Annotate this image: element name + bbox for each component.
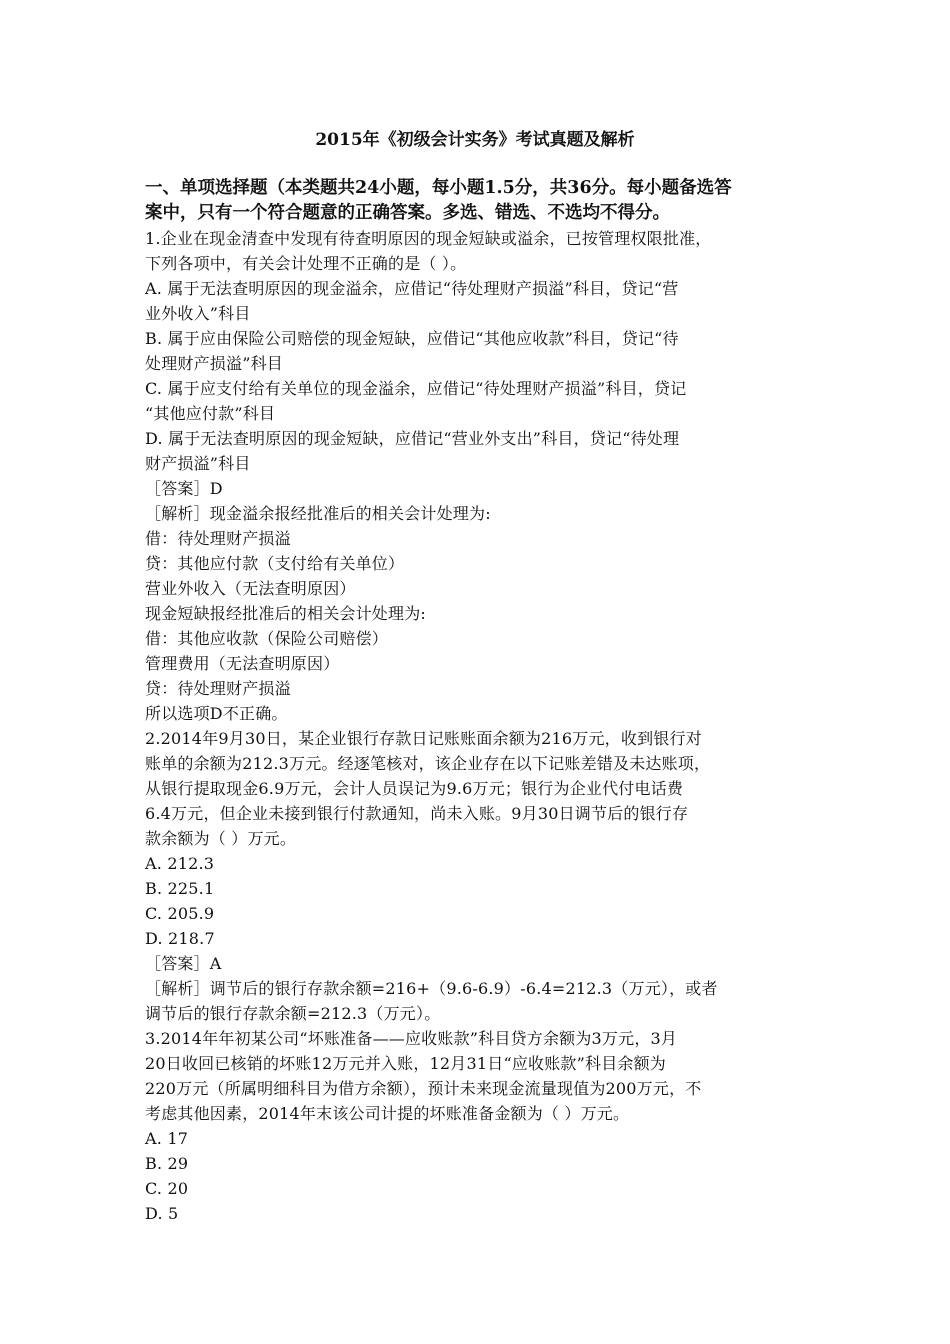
question-2-analysis: 调节后的银行存款余额=212.3（万元）。 [145, 1004, 441, 1023]
question-1-option-a: 业外收入”科目 [145, 304, 251, 323]
question-2-analysis: ［解析］调节后的银行存款余额=216+（9.6-6.9）-6.4=212.3（万元），或者 [145, 979, 718, 998]
question-1-analysis: 借：待处理财产损溢 [145, 529, 291, 548]
question-3-stem: 220万元（所属明细科目为借方余额），预计未来现金流量现值为200万元，不 [145, 1079, 702, 1098]
question-2-answer: ［答案］A [145, 954, 222, 973]
document-title: 2015年《初级会计实务》考试真题及解析 [315, 130, 635, 150]
question-1-answer: ［答案］D [145, 479, 223, 498]
question-2-option-d: D. 218.7 [145, 929, 215, 948]
question-3-stem: 3.2014年年初某公司“坏账准备——应收账款”科目贷方余额为3万元，3月 [145, 1029, 678, 1048]
section-heading-line: 案中，只有一个符合题意的正确答案。多选、错选、不选均不得分。 [145, 203, 670, 223]
question-2-option-c: C. 205.9 [145, 904, 215, 923]
question-1-analysis: 贷：其他应付款（支付给有关单位） [145, 554, 405, 573]
question-3-option-c: C. 20 [145, 1179, 189, 1198]
question-1-analysis: 管理费用（无法查明原因） [145, 654, 340, 673]
question-1-stem: 下列各项中，有关会计处理不正确的是（ ）。 [145, 254, 467, 273]
question-3-option-a: A. 17 [145, 1129, 189, 1148]
question-1-analysis: 所以选项D不正确。 [145, 704, 288, 723]
question-2-stem: 从银行提取现金6.9万元，会计人员误记为9.6万元；银行为企业代付电话费 [145, 779, 684, 798]
question-1-stem: 1.企业在现金清查中发现有待查明原因的现金短缺或溢余，已按管理权限批准， [145, 229, 712, 248]
question-1-option-b: B. 属于应由保险公司赔偿的现金短缺，应借记“其他应收款”科目，贷记“待 [145, 329, 679, 348]
question-1-option-b: 处理财产损溢”科目 [145, 354, 283, 373]
question-1-option-c: “其他应付款”科目 [145, 404, 276, 423]
question-1-analysis: 现金短缺报经批准后的相关会计处理为: [145, 604, 426, 623]
question-2-stem: 款余额为（ ）万元。 [145, 829, 297, 848]
question-1-analysis: 营业外收入（无法查明原因） [145, 579, 356, 598]
section-heading-line: 一、单项选择题（本类题共24小题，每小题1.5分，共36分。每小题备选答 [145, 178, 732, 198]
question-1-option-d: 财产损溢”科目 [145, 454, 251, 473]
question-2-option-a: A. 212.3 [145, 854, 215, 873]
question-3-option-d: D. 5 [145, 1204, 179, 1223]
question-2-option-b: B. 225.1 [145, 879, 215, 898]
question-1-analysis: ［解析］现金溢余报经批准后的相关会计处理为: [145, 504, 491, 523]
question-3-stem: 20日收回已核销的坏账12万元并入账，12月31日“应收账款”科目余额为 [145, 1054, 666, 1073]
question-1-option-c: C. 属于应支付给有关单位的现金溢余，应借记“待处理财产损溢”科目，贷记 [145, 379, 687, 398]
question-1-option-a: A. 属于无法查明原因的现金溢余，应借记“待处理财产损溢”科目，贷记“营 [145, 279, 679, 298]
question-3-option-b: B. 29 [145, 1154, 189, 1173]
question-2-stem: 6.4万元，但企业未接到银行付款通知，尚未入账。9月30日调节后的银行存 [145, 804, 689, 823]
question-3-stem: 考虑其他因素，2014年末该公司计提的坏账准备金额为（ ）万元。 [145, 1104, 630, 1123]
question-1-option-d: D. 属于无法查明原因的现金短缺，应借记“营业外支出”科目，贷记“待处理 [145, 429, 680, 448]
question-2-stem: 账单的余额为212.3万元。经逐笔核对，该企业存在以下记账差错及未达账项， [145, 754, 711, 773]
question-1-analysis: 借：其他应收款（保险公司赔偿） [145, 629, 389, 648]
document-body [145, 176, 810, 1226]
question-2-stem: 2.2014年9月30日，某企业银行存款日记账账面余额为216万元，收到银行对 [145, 729, 702, 748]
question-1-analysis: 贷：待处理财产损溢 [145, 679, 291, 698]
